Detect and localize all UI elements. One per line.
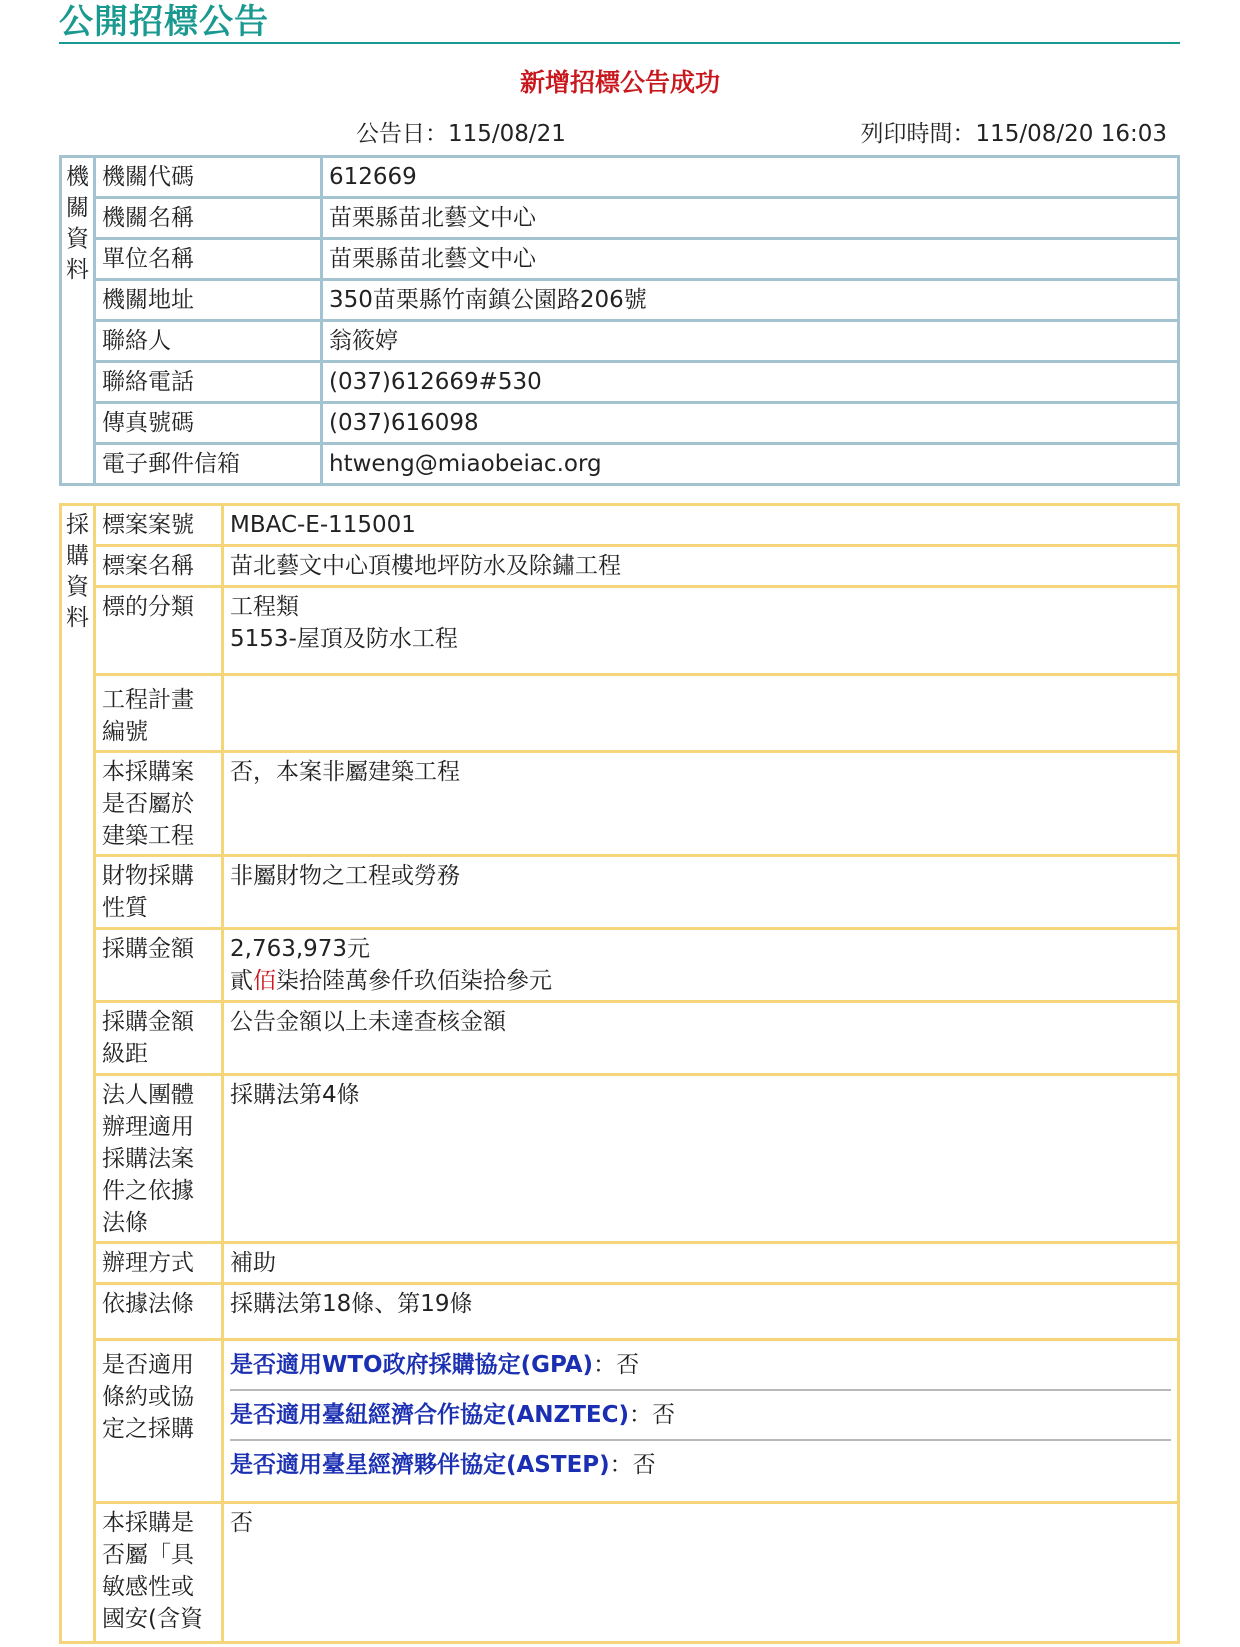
phone-value: (037)612669#530 (322, 362, 1179, 403)
case-number-label: 標案案號 (95, 505, 223, 546)
amount-value: 2,763,973元 貳佰柒拾陸萬參仟玖佰柒拾參元 (223, 929, 1179, 1002)
table-row (61, 546, 1179, 587)
case-name-label: 標案名稱 (95, 546, 223, 587)
table-row (61, 587, 1179, 675)
treaty-value (223, 1340, 1179, 1503)
unit-name-value: 苗栗縣苗北藝文中心 (322, 239, 1179, 280)
handling-method-value: 補助 (223, 1243, 1179, 1284)
table-row (61, 1284, 1179, 1340)
email-label: 電子郵件信箱 (95, 444, 322, 485)
contact-person-value: 翁筱婷 (322, 321, 1179, 362)
title-divider (59, 42, 1180, 44)
category-label: 標的分類 (95, 587, 223, 675)
goods-nature-label: 財物採購 性質 (95, 856, 223, 929)
announce-date: 公告日：115/08/21 (356, 121, 566, 147)
agency-code-label: 機關代碼 (95, 157, 322, 198)
legal-basis-entity-label: 法人團體 辦理適用 採購法案 件之依據 法條 (95, 1075, 223, 1243)
legal-basis-label: 依據法條 (95, 1284, 223, 1340)
goods-nature-value: 非屬財物之工程或勞務 (223, 856, 1179, 929)
agency-info-table (59, 155, 1180, 486)
table-row (61, 280, 1179, 321)
table-row (61, 505, 1179, 546)
treaty-gpa: 是否適用WTO政府採購協定(GPA)：否 (230, 1352, 640, 1378)
table-row (61, 239, 1179, 280)
print-time: 列印時間：115/08/20 16:03 (860, 121, 1167, 147)
agency-name-label: 機關名稱 (95, 198, 322, 239)
agency-code-value: 612669 (322, 157, 1179, 198)
fax-label: 傳真號碼 (95, 403, 322, 444)
table-row (61, 157, 1179, 198)
case-name-value: 苗北藝文中心頂樓地坪防水及除鏽工程 (223, 546, 1179, 587)
table-row (61, 675, 1179, 752)
legal-basis-value: 採購法第18條、第19條 (223, 1284, 1179, 1340)
procurement-section-label: 採 購 資 料 (61, 505, 95, 1643)
sensitive-label: 本採購是 否屬「具 敏感性或 國安(含資 (95, 1503, 223, 1643)
table-row (61, 752, 1179, 856)
sensitive-value: 否 (223, 1503, 1179, 1643)
email-value: htweng@miaobeiac.org (322, 444, 1179, 485)
is-building-label: 本採購案 是否屬於 建築工程 (95, 752, 223, 856)
agency-address-value: 350苗栗縣竹南鎮公園路206號 (322, 280, 1179, 321)
fax-value: (037)616098 (322, 403, 1179, 444)
project-number-label: 工程計畫 編號 (95, 675, 223, 752)
page-title: 公開招標公告 (59, 2, 269, 42)
table-row (61, 929, 1179, 1002)
table-row (61, 362, 1179, 403)
category-value: 工程類 5153-屋頂及防水工程 (223, 587, 1179, 675)
table-row (61, 1002, 1179, 1075)
table-row (61, 1340, 1179, 1503)
treaty-label: 是否適用 條約或協 定之採購 (95, 1340, 223, 1503)
table-row (61, 198, 1179, 239)
amount-label: 採購金額 (95, 929, 223, 1002)
agency-address-label: 機關地址 (95, 280, 322, 321)
handling-method-label: 辦理方式 (95, 1243, 223, 1284)
unit-name-label: 單位名稱 (95, 239, 322, 280)
project-number-value (223, 675, 1179, 752)
phone-label: 聯絡電話 (95, 362, 322, 403)
amount-range-label: 採購金額 級距 (95, 1002, 223, 1075)
contact-person-label: 聯絡人 (95, 321, 322, 362)
table-row (61, 403, 1179, 444)
table-row (61, 1503, 1179, 1643)
is-building-value: 否，本案非屬建築工程 (223, 752, 1179, 856)
agency-name-value: 苗栗縣苗北藝文中心 (322, 198, 1179, 239)
case-number-value: MBAC-E-115001 (223, 505, 1179, 546)
treaty-anztec: 是否適用臺紐經濟合作協定(ANZTEC)：否 (230, 1389, 1171, 1439)
table-row (61, 444, 1179, 485)
table-row (61, 1243, 1179, 1284)
table-row (61, 1075, 1179, 1243)
success-message: 新增招標公告成功 (519, 68, 720, 97)
table-row (61, 321, 1179, 362)
treaty-astep: 是否適用臺星經濟夥伴協定(ASTEP)：否 (230, 1439, 1171, 1489)
procurement-info-table (59, 503, 1180, 1644)
legal-basis-entity-value: 採購法第4條 (223, 1075, 1179, 1243)
amount-chinese: 貳佰柒拾陸萬參仟玖佰柒拾參元 (230, 968, 552, 994)
table-row (61, 856, 1179, 929)
agency-section-label: 機 關 資 料 (61, 157, 95, 485)
amount-range-value: 公告金額以上未達查核金額 (223, 1002, 1179, 1075)
